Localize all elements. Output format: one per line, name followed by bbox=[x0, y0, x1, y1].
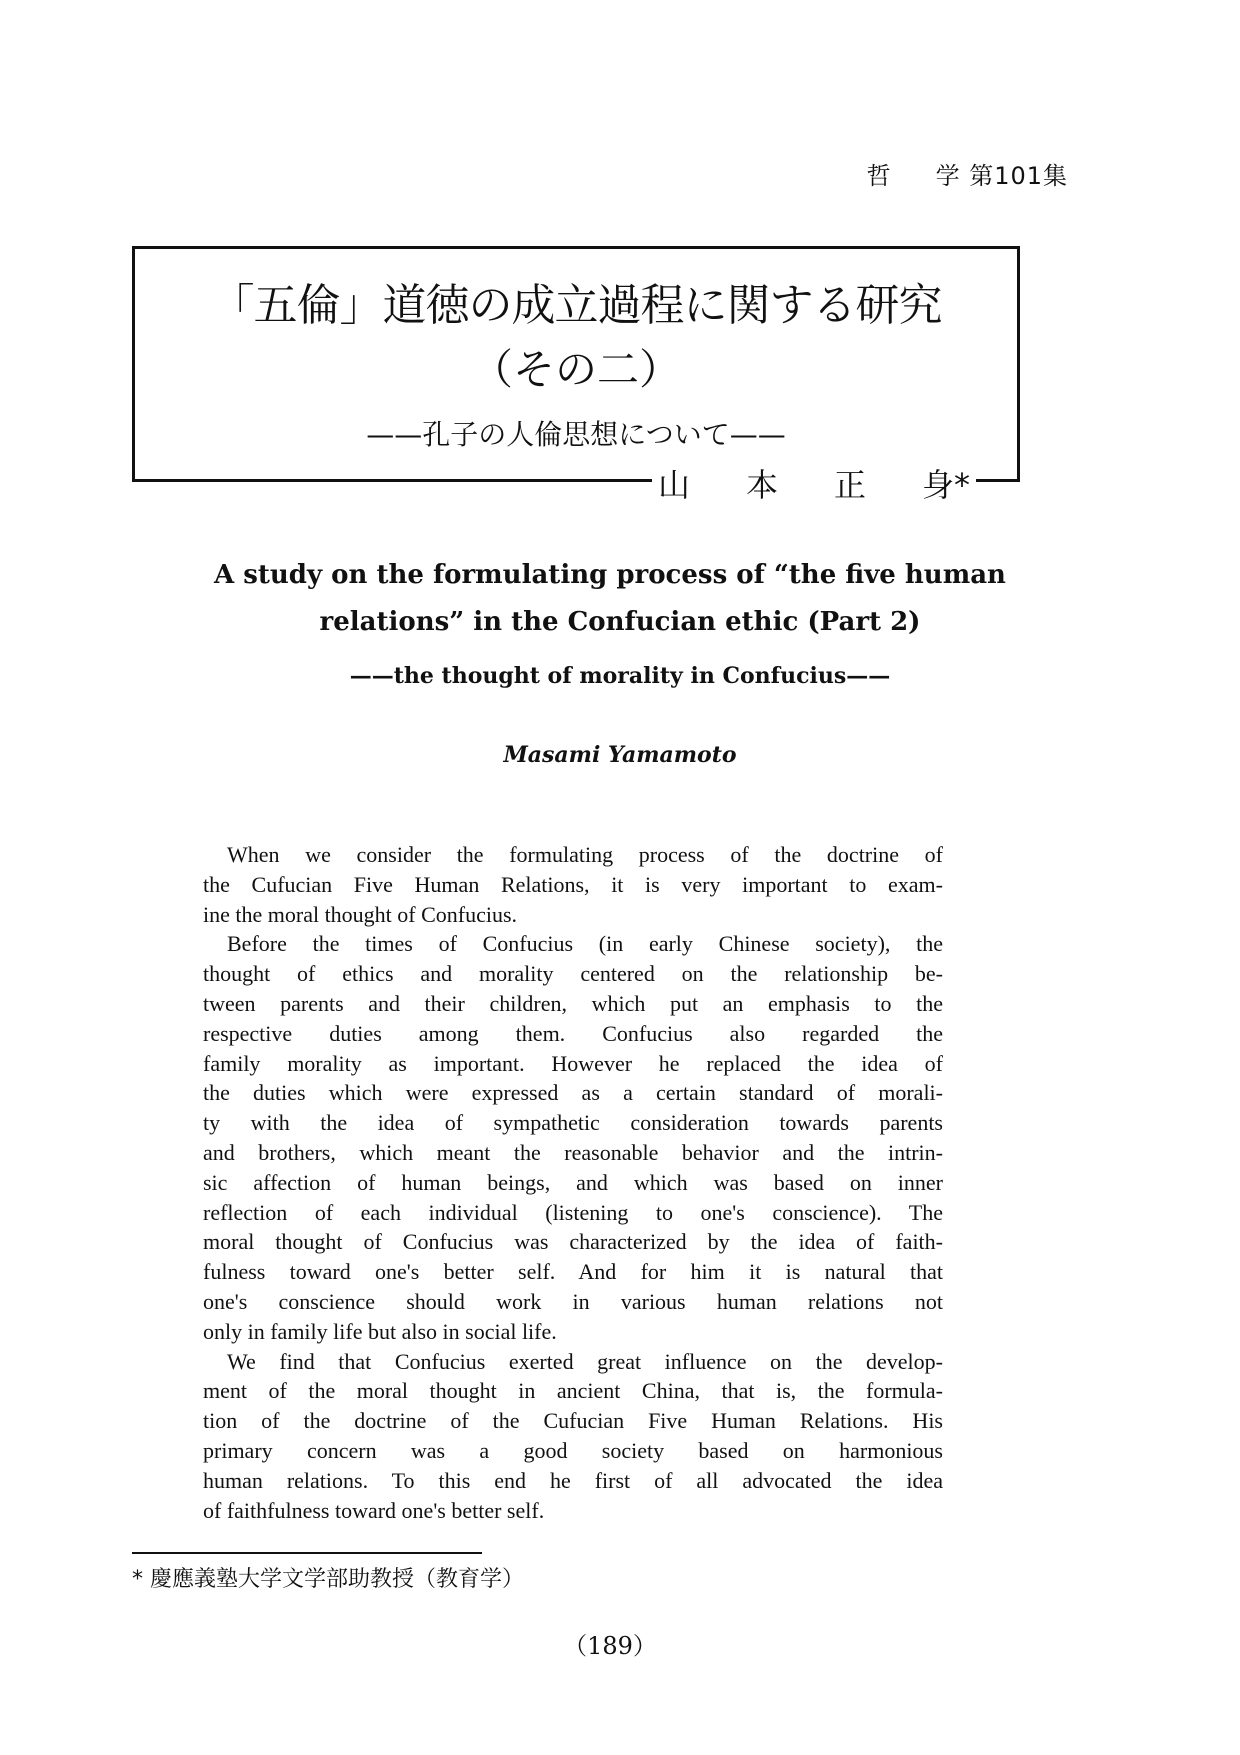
journal-header bbox=[867, 156, 1068, 191]
abstract-line: family morality as important. However he replaced the idea of bbox=[203, 1050, 943, 1076]
footnote: * 慶應義塾大学文学部助教授（教育学） bbox=[132, 1567, 524, 1592]
abstract-line: fulness toward one's better self. And for him it is natural that bbox=[203, 1259, 943, 1285]
english-title-line-1: A study on the formulating process of “the five human bbox=[214, 560, 1006, 590]
abstract-line: thought of ethics and morality centered on the relationship be- bbox=[203, 961, 943, 987]
abstract-line: We find that Confucius exerted great influence on the develop- bbox=[227, 1348, 943, 1374]
abstract-line: ment of the moral thought in ancient China, that is, the formula- bbox=[203, 1378, 943, 1404]
author-char: 身* bbox=[922, 466, 971, 504]
japanese-title: 「五倫」道徳の成立過程に関する研究 bbox=[210, 280, 942, 331]
abstract-line: Before the times of Confucius (in early Chinese society), the bbox=[227, 931, 943, 957]
abstract-line: ine the moral thought of Confucius. bbox=[203, 901, 518, 927]
abstract-line: the Cufucian Five Human Relations, it is very important to exam- bbox=[203, 871, 943, 897]
abstract-line: sic affection of human beings, and which was based on inner bbox=[203, 1169, 943, 1195]
abstract-line: and brothers, which meant the reasonable behavior and the intrin- bbox=[203, 1139, 943, 1165]
abstract-line: human relations. To this end he first of all advocated the idea bbox=[203, 1467, 943, 1493]
abstract-line: primary concern was a good society based on harmonious bbox=[203, 1437, 943, 1463]
abstract-line: the duties which were expressed as a certain standard of morali- bbox=[203, 1080, 943, 1106]
journal-name-left: 哲 bbox=[866, 162, 892, 190]
abstract bbox=[203, 840, 943, 1525]
abstract-line: only in family life but also in social life. bbox=[203, 1318, 557, 1344]
abstract-line: tion of the doctrine of the Cufucian Five Human Relations. His bbox=[203, 1408, 943, 1434]
abstract-line: When we consider the formulating process of the doctrine of bbox=[227, 842, 943, 867]
abstract-line: respective duties among them. Confucius also regarded the bbox=[203, 1020, 943, 1046]
page-number: （189） bbox=[563, 1632, 657, 1660]
english-author: Masami Yamamoto bbox=[503, 742, 737, 768]
abstract-line: moral thought of Confucius was characterized by the idea of faith- bbox=[203, 1229, 943, 1255]
english-title-line-2: relations” in the Confucian ethic (Part 2) bbox=[319, 607, 921, 637]
journal-volume: 学 第101集 bbox=[935, 162, 1068, 190]
abstract-line: tween parents and their children, which put an emphasis to the bbox=[203, 990, 943, 1016]
footnote-divider bbox=[132, 1552, 482, 1554]
japanese-part: （その二） bbox=[470, 345, 681, 394]
author-char: 本 bbox=[746, 466, 779, 504]
abstract-line: one's conscience should work in various human relations not bbox=[203, 1288, 943, 1314]
japanese-author bbox=[652, 460, 976, 506]
abstract-line: reflection of each individual (listening to one's conscience). The bbox=[203, 1199, 943, 1225]
english-subtitle: ——the thought of morality in Confucius—— bbox=[349, 663, 891, 689]
author-char: 正 bbox=[834, 466, 867, 504]
japanese-author-line bbox=[132, 466, 1020, 504]
abstract-line: ty with the idea of sympathetic consideration towards parents bbox=[203, 1110, 943, 1136]
japanese-title-box bbox=[132, 246, 1020, 482]
abstract-line: of faithfulness toward one's better self. bbox=[203, 1497, 545, 1523]
author-char: 山 bbox=[658, 466, 691, 504]
japanese-subtitle: ——孔子の人倫思想について—— bbox=[366, 418, 786, 451]
